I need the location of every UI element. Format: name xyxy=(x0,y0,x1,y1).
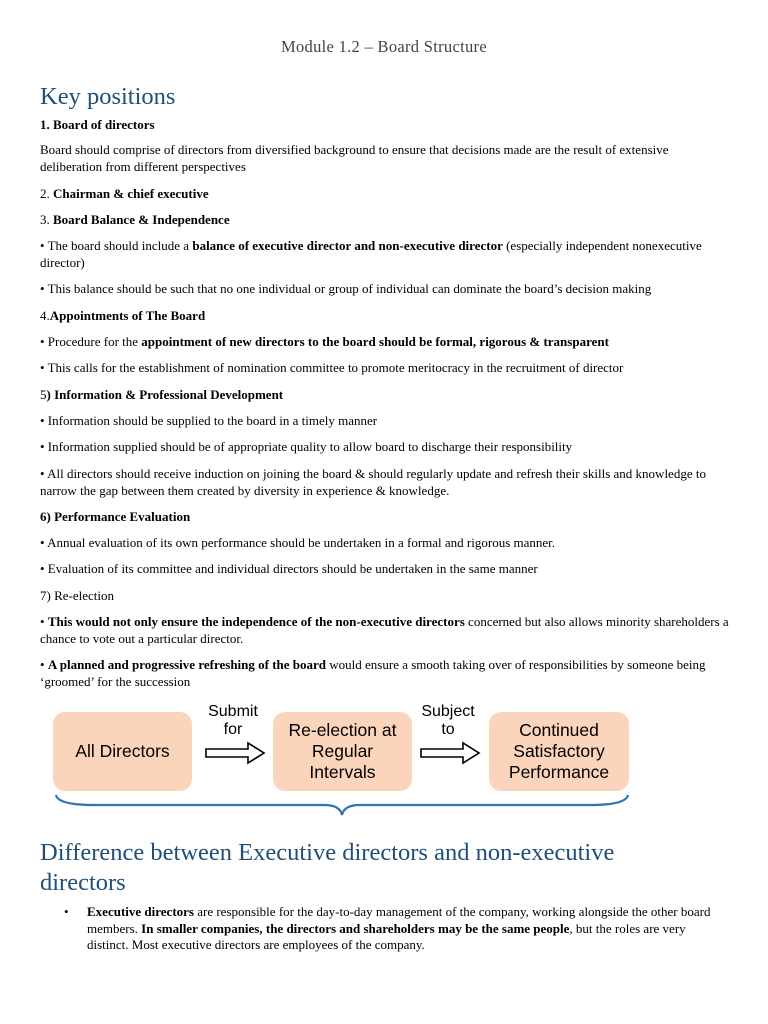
section-7-bullet-2: • A planned and progressive refreshing of the board would ensure a smooth taking over of responsibilities by someone being ‘groomed’ for the succession xyxy=(40,657,706,689)
continued-performance-box: Continued Satisfactory Performance xyxy=(489,712,629,791)
module-title: Module 1.2 – Board Structure xyxy=(281,37,487,56)
arrow-right-icon xyxy=(204,740,268,766)
section-7-bullet-1: • This would not only ensure the independence of the non-executive directors concerned but also allows minority shareholders a chance to vote out a particular director. xyxy=(40,614,729,646)
re-election-box: Re-election at Regular Intervals xyxy=(273,712,412,791)
difference-heading: Difference between Executive directors and non-executive directors xyxy=(40,839,615,896)
section-3-bullet-2: • This balance should be such that no one individual or group of individual can dominate the board’s decision making xyxy=(40,281,652,296)
subject-to-label: Subject to xyxy=(421,703,475,738)
section-5-bullet-1: • Information should be supplied to the board in a timely manner xyxy=(40,413,378,428)
section-1-title: 1. Board of directors xyxy=(40,117,155,132)
executive-directors-paragraph: Executive directors are responsible for the day-to-day management of the company, working alongside the other board members. In smaller companies, the directors and shareholders may be the same people, but the roles are very distinct. Most executive directors are employees of the company. xyxy=(87,904,711,952)
section-6-bullet-2: • Evaluation of its committee and individual directors should be undertaken in the same manner xyxy=(40,561,538,576)
key-positions-heading: Key positions xyxy=(40,83,176,110)
section-5-bullet-2: • Information supplied should be of appropriate quality to allow board to discharge their responsibility xyxy=(40,439,573,454)
section-5-bullet-3: • All directors should receive induction on joining the board & should regularly update and refresh their skills and knowledge to narrow the gap between them created by diversity in experience & knowledge. xyxy=(40,466,706,498)
section-5-title: 5) Information & Professional Development xyxy=(40,387,284,402)
section-3-bullet-1: • The board should include a balance of executive director and non-executive director (especially independent nonexecutive director) xyxy=(40,238,702,270)
curly-brace xyxy=(54,793,630,819)
section-6-bullet-1: • Annual evaluation of its own performance should be undertaken in a formal and rigorous manner. xyxy=(40,535,556,550)
section-4-title: 4.Appointments of The Board xyxy=(40,308,206,323)
section-6-title: 6) Performance Evaluation xyxy=(40,509,191,524)
section-4-bullet-1: • Procedure for the appointment of new directors to the board should be formal, rigorous & transparent xyxy=(40,334,609,349)
arrow-right-icon xyxy=(419,740,483,766)
all-directors-box xyxy=(53,712,192,791)
submit-for-label: Submit for xyxy=(208,703,258,738)
section-3-title: 3. Board Balance & Independence xyxy=(40,212,230,227)
section-7-title: 7) Re-election xyxy=(40,588,114,603)
bullet-icon: • xyxy=(64,904,69,919)
section-1-text: Board should comprise of directors from diversified background to ensure that decisions made are the result of extensive deliberation from different perspectives xyxy=(40,142,669,174)
section-2-title: 2. Chairman & chief executive xyxy=(40,186,209,201)
section-4-bullet-2: • This calls for the establishment of nomination committee to promote meritocracy in the recruitment of director xyxy=(40,360,624,375)
all-directors-label: All Directors xyxy=(75,741,170,761)
